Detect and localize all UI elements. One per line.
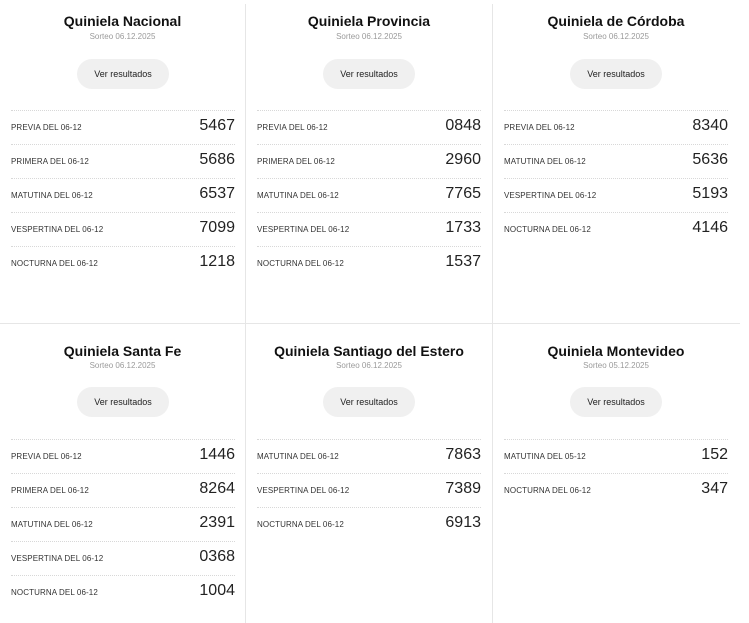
draw-row [11, 575, 235, 609]
draw-number: 2391 [199, 514, 235, 531]
draw-row [257, 246, 481, 280]
draw-label: NOCTURNA DEL 06-12 [504, 225, 591, 234]
draw-number: 0368 [199, 548, 235, 565]
draw-label: NOCTURNA DEL 06-12 [257, 520, 344, 529]
draw-number: 347 [701, 480, 728, 497]
draw-label: PRIMERA DEL 06-12 [257, 157, 335, 166]
draw-row [11, 439, 235, 473]
draw-row [504, 473, 728, 507]
draw-number: 7389 [445, 480, 481, 497]
draw-row [11, 178, 235, 212]
draw-row [257, 178, 481, 212]
draw-number: 1537 [445, 253, 481, 270]
results-list [504, 439, 728, 507]
draw-row [257, 473, 481, 507]
draw-row [11, 212, 235, 246]
draw-label: PREVIA DEL 06-12 [257, 123, 328, 132]
draw-label: PREVIA DEL 06-12 [504, 123, 575, 132]
draw-row [257, 439, 481, 473]
draw-row [257, 507, 481, 541]
draw-label: VESPERTINA DEL 06-12 [504, 191, 597, 200]
results-list [11, 110, 235, 280]
card-title: Quiniela Montevideo [547, 343, 685, 359]
draw-number: 7099 [199, 219, 235, 236]
draw-row [504, 212, 728, 246]
draw-label: MATUTINA DEL 05-12 [504, 452, 586, 461]
draw-label: VESPERTINA DEL 06-12 [257, 225, 350, 234]
draw-label: VESPERTINA DEL 06-12 [257, 486, 350, 495]
draw-label: NOCTURNA DEL 06-12 [11, 588, 98, 597]
draw-row [11, 473, 235, 507]
draw-label: MATUTINA DEL 06-12 [257, 191, 339, 200]
view-results-button[interactable]: Ver resultados [570, 59, 662, 89]
draw-label: NOCTURNA DEL 06-12 [504, 486, 591, 495]
lottery-card-cordoba [493, 0, 739, 323]
draw-label: MATUTINA DEL 06-12 [257, 452, 339, 461]
draw-number: 8264 [199, 480, 235, 497]
draw-date: Sorteo 06.12.2025 [89, 32, 156, 41]
lottery-card-santiago-del-estero [246, 324, 492, 623]
draw-number: 1446 [199, 446, 235, 463]
draw-label: VESPERTINA DEL 06-12 [11, 225, 104, 234]
draw-row [257, 110, 481, 144]
draw-label: MATUTINA DEL 06-12 [504, 157, 586, 166]
view-results-button[interactable]: Ver resultados [77, 387, 169, 417]
draw-label: PREVIA DEL 06-12 [11, 452, 82, 461]
draw-number: 0848 [445, 117, 481, 134]
card-title: Quiniela Nacional [63, 13, 182, 29]
draw-number: 5467 [199, 117, 235, 134]
draw-label: PREVIA DEL 06-12 [11, 123, 82, 132]
lottery-card-nacional [0, 0, 245, 323]
draw-number: 4146 [692, 219, 728, 236]
draw-row [504, 178, 728, 212]
draw-label: PRIMERA DEL 06-12 [11, 486, 89, 495]
draw-label: MATUTINA DEL 06-12 [11, 520, 93, 529]
card-title: Quiniela Santiago del Estero [274, 343, 464, 359]
card-title: Quiniela Santa Fe [63, 343, 182, 359]
draw-number: 6537 [199, 185, 235, 202]
draw-number: 5636 [692, 151, 728, 168]
draw-row [257, 144, 481, 178]
draw-date: Sorteo 06.12.2025 [336, 361, 402, 370]
draw-row [11, 144, 235, 178]
draw-label: NOCTURNA DEL 06-12 [11, 259, 98, 268]
card-title: Quiniela Provincia [307, 13, 431, 29]
card-title: Quiniela de Córdoba [547, 13, 685, 29]
draw-number: 5193 [692, 185, 728, 202]
draw-number: 7863 [445, 446, 481, 463]
draw-row [11, 246, 235, 280]
draw-row [504, 110, 728, 144]
draw-number: 152 [701, 446, 728, 463]
results-list [257, 439, 481, 541]
draw-number: 1733 [445, 219, 481, 236]
lottery-card-provincia [246, 0, 492, 323]
draw-row [11, 110, 235, 144]
view-results-button[interactable]: Ver resultados [323, 59, 415, 89]
draw-number: 7765 [445, 185, 481, 202]
draw-row [504, 439, 728, 473]
draw-label: MATUTINA DEL 06-12 [11, 191, 93, 200]
draw-number: 1004 [199, 582, 235, 599]
view-results-button[interactable]: Ver resultados [323, 387, 415, 417]
draw-date: Sorteo 06.12.2025 [89, 361, 156, 370]
results-list [257, 110, 481, 280]
draw-row [504, 144, 728, 178]
draw-date: Sorteo 06.12.2025 [336, 32, 402, 41]
draw-label: NOCTURNA DEL 06-12 [257, 259, 344, 268]
draw-row [257, 212, 481, 246]
results-list [11, 439, 235, 609]
draw-date: Sorteo 06.12.2025 [583, 32, 649, 41]
view-results-button[interactable]: Ver resultados [77, 59, 169, 89]
draw-row [11, 507, 235, 541]
lottery-card-santa-fe [0, 324, 245, 623]
view-results-button[interactable]: Ver resultados [570, 387, 662, 417]
draw-number: 6913 [445, 514, 481, 531]
draw-label: PRIMERA DEL 06-12 [11, 157, 89, 166]
lottery-card-montevideo [493, 324, 739, 623]
draw-label: VESPERTINA DEL 06-12 [11, 554, 104, 563]
draw-row [11, 541, 235, 575]
draw-number: 2960 [445, 151, 481, 168]
draw-number: 1218 [199, 253, 235, 270]
draw-date: Sorteo 05.12.2025 [583, 361, 649, 370]
draw-number: 8340 [692, 117, 728, 134]
results-list [504, 110, 728, 246]
draw-number: 5686 [199, 151, 235, 168]
